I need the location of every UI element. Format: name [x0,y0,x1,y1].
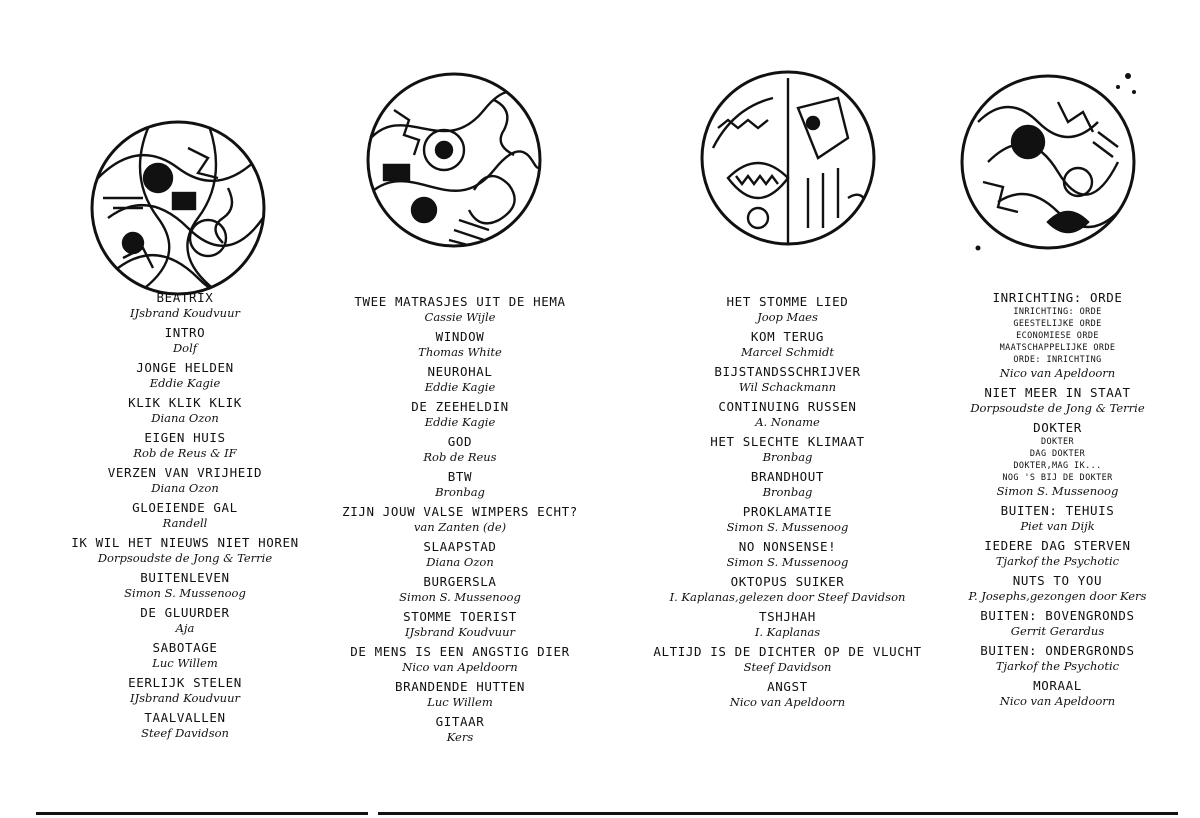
contents-entry [630,644,945,675]
entry-author: Steef Davidson [141,726,229,740]
contents-column-2 [310,294,610,749]
entry-title: ZIJN JOUW VALSE WIMPERS ECHT? [342,504,578,519]
entry-subline: INRICHTING: ORDE [1013,307,1102,317]
contents-column-4 [945,290,1170,713]
entry-author: Dorpsoudste de Jong & Terrie [970,401,1145,415]
entry-title: HET SLECHTE KLIMAAT [710,434,865,449]
entry-subline: DAG DOKTER [1029,449,1086,459]
entry-subline: GEESTELIJKE ORDE [1013,319,1102,329]
contents-entry [40,535,330,566]
contents-entry [630,469,945,500]
entry-author: Bronbag [762,450,813,464]
entry-title: OKTOPUS SUIKER [730,574,845,589]
entry-title: BTW [447,469,473,484]
entry-title: DE MENS IS EEN ANGSTIG DIER [350,644,570,659]
contents-entry [630,679,945,710]
entry-author: Luc Willem [152,656,218,670]
entry-author: Eddie Kagie [149,376,221,390]
contents-column-1 [40,290,330,745]
entry-title: IEDERE DAG STERVEN [984,538,1131,553]
contents-entry [40,500,330,531]
contents-entry [945,290,1170,381]
entry-title: SLAAPSTAD [423,539,497,554]
contents-entry [40,465,330,496]
entry-author: Simon S. Mussenoog [726,555,849,569]
entry-author: Eddie Kagie [424,415,496,429]
entry-title: JONGE HELDEN [136,360,234,375]
entry-title: STOMME TOERIST [403,609,517,624]
entry-author: Luc Willem [427,695,493,709]
entry-author: I. Kaplanas [754,625,821,639]
entry-title: GITAAR [435,714,485,729]
entry-title: NIET MEER IN STAAT [984,385,1131,400]
entry-title: BUITEN: ONDERGRONDS [980,643,1135,658]
contents-entry [310,714,610,745]
entry-title: DE ZEEHELDIN [411,399,509,414]
entry-author: IJsbrand Koudvuur [130,306,240,320]
entry-author: Aja [175,621,195,635]
contents-entry [310,469,610,500]
entry-subline: DOKTER,MAG IK... [1013,461,1102,471]
entry-author: Randell [162,516,208,530]
entry-author: IJsbrand Koudvuur [405,625,515,639]
entry-author: Wil Schackmann [738,380,837,394]
entry-title: TSHJHAH [759,609,816,624]
entry-title: BUITEN: BOVENGRONDS [980,608,1135,623]
entry-title: DOKTER [1033,420,1082,435]
contents-entry [310,644,610,675]
entry-author: Nico van Apeldoorn [402,660,518,674]
entry-author: Nico van Apeldoorn [999,694,1116,708]
circle-illustration-1 [88,118,268,298]
entry-author: Dorpsoudste de Jong & Terrie [97,551,273,565]
circle-illustration-2 [364,70,544,250]
entry-author: Steef Davidson [743,660,832,674]
entry-title: BIJSTANDSSCHRIJVER [714,364,861,379]
entry-title: CONTINUING RUSSEN [718,399,857,414]
bottom-rule-right [378,812,1178,815]
entry-subline: ECONOMIESE ORDE [1016,331,1099,341]
entry-title: ALTIJD IS DE DICHTER OP DE VLUCHT [653,644,922,659]
entry-title: BUITEN: TEHUIS [1000,503,1115,518]
entry-author: Diana Ozon [151,411,219,425]
contents-entry [310,679,610,710]
entry-title: EIGEN HUIS [144,430,226,445]
entry-title: TWEE MATRASJES UIT DE HEMA [354,294,566,309]
contents-entry [310,574,610,605]
entry-title: IK WIL HET NIEUWS NIET HOREN [71,535,299,550]
entry-author: Joop Maes [757,310,818,324]
entry-author: Diana Ozon [151,481,219,495]
entry-subline: ORDE: INRICHTING [1013,355,1102,365]
contents-entry [945,420,1170,499]
entry-author: Tjarkof the Psychotic [995,554,1120,568]
entry-author: Rob de Reus & IF [133,446,237,460]
contents-entry [945,385,1170,416]
contents-entry [630,504,945,535]
entry-title: GOD [447,434,473,449]
entry-author: Diana Ozon [426,555,494,569]
contents-entry [945,538,1170,569]
entry-author: Tjarkof the Psychotic [995,659,1120,673]
entry-author: Simon S. Mussenoog [124,586,246,600]
contents-entry [310,539,610,570]
contents-entry [945,503,1170,534]
contents-entry [310,329,610,360]
contents-entry [40,675,330,706]
entry-subline: MAATSCHAPPELIJKE ORDE [999,343,1116,353]
entry-title: BEATRIX [156,290,214,305]
contents-entry [310,364,610,395]
contents-entry [630,294,945,325]
entry-title: INRICHTING: ORDE [992,290,1123,305]
contents-entry [310,434,610,465]
contents-entry [945,678,1170,709]
contents-entry [310,609,610,640]
contents-entry [40,430,330,461]
entry-title: DE GLUURDER [140,605,230,620]
entry-author: Bronbag [762,485,813,499]
entry-author: van Zanten (de) [413,520,507,534]
contents-entry [40,640,330,671]
entry-author: Marcel Schmidt [741,345,834,359]
entry-author: Eddie Kagie [424,380,496,394]
contents-entry [40,570,330,601]
entry-title: ANGST [767,679,808,694]
contents-entry [630,364,945,395]
entry-author: Nico van Apeldoorn [999,366,1116,380]
entry-title: NEUROHAL [427,364,493,379]
entry-title: WINDOW [435,329,485,344]
entry-title: BRANDENDE HUTTEN [394,679,525,694]
entry-title: EERLIJK STELEN [128,675,242,690]
entry-title: VERZEN VAN VRIJHEID [107,465,263,480]
entry-subline: DOKTER [1040,437,1075,447]
entry-author: Simon S. Mussenoog [399,590,521,604]
contents-entry [945,608,1170,639]
entry-author: Kers [446,730,474,744]
contents-entry [945,643,1170,674]
entry-title: GLOEIENDE GAL [132,500,238,515]
contents-entry [40,710,330,741]
circle-illustration-4 [958,72,1138,252]
entry-author: Thomas White [418,345,502,359]
contents-entry [310,504,610,535]
contents-entry [40,395,330,426]
entry-title: BURGERSLA [423,574,497,589]
entry-title: PROKLAMATIE [742,504,833,519]
contents-entry [310,399,610,430]
contents-entry [630,539,945,570]
entry-author: IJsbrand Koudvuur [130,691,240,705]
contents-entry [630,399,945,430]
contents-entry [40,325,330,356]
contents-column-3 [630,294,945,714]
entry-title: HET STOMME LIED [726,294,849,309]
entry-title: KOM TERUG [750,329,825,344]
entry-author: Nico van Apeldoorn [729,695,846,709]
entry-author: A. Noname [755,415,820,429]
contents-entry [310,294,610,325]
entry-title: SABOTAGE [152,640,218,655]
bottom-rule-left [36,812,368,815]
entry-author: P. Josephs,gezongen door Kers [968,589,1147,603]
entry-title: NO NONSENSE! [738,539,837,554]
entry-title: BUITENLEVEN [140,570,230,585]
contents-entry [630,574,945,605]
entry-title: INTRO [164,325,206,340]
entry-title: MORAAL [1033,678,1082,693]
entry-title: KLIK KLIK KLIK [128,395,242,410]
entry-author: Rob de Reus [423,450,497,464]
entry-author: Cassie Wijle [424,310,496,324]
entry-author: Simon S. Mussenoog [996,484,1119,498]
circle-illustration-3 [698,68,878,248]
entry-title: NUTS TO YOU [1012,573,1103,588]
contents-entry [630,434,945,465]
entry-author: Bronbag [435,485,485,499]
entry-author: Gerrit Gerardus [1010,624,1105,638]
contents-entry [40,290,330,321]
contents-entry [40,605,330,636]
entry-author: Simon S. Mussenoog [726,520,849,534]
contents-entry [40,360,330,391]
entry-title: TAALVALLEN [144,710,226,725]
entry-author: I. Kaplanas,gelezen door Steef Davidson [669,590,906,604]
entry-title: BRANDHOUT [750,469,825,484]
entry-subline: NOG 'S BIJ DE DOKTER [1002,473,1113,483]
contents-entry [945,573,1170,604]
contents-entry [630,609,945,640]
contents-entry [630,329,945,360]
entry-author: Dolf [172,341,198,355]
entry-author: Piet van Dijk [1020,519,1095,533]
